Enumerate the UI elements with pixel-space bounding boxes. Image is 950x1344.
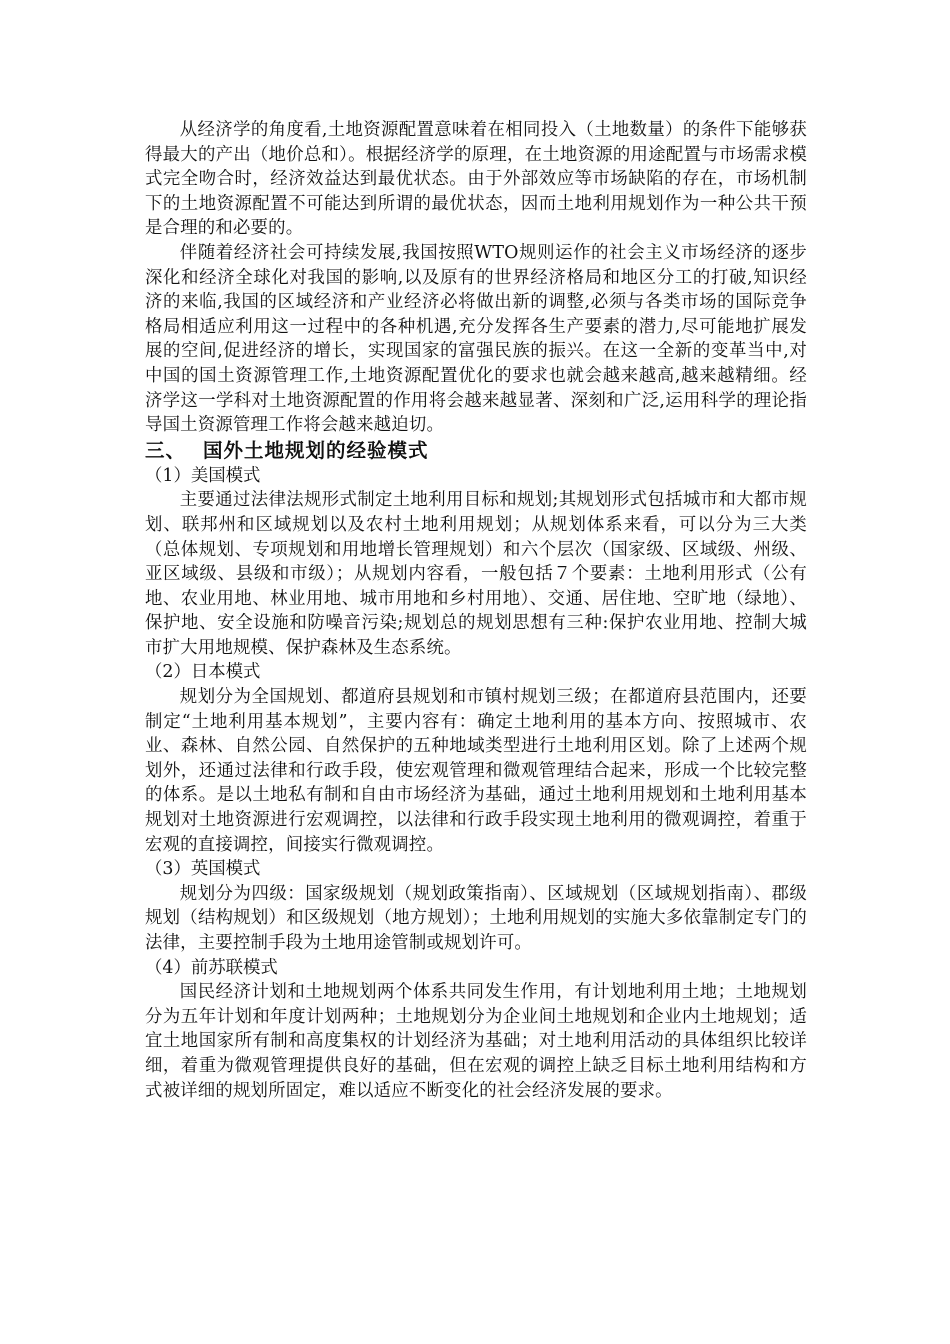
document-page [145, 118, 807, 1103]
model-label-uk: （3）英国模式 [145, 859, 261, 880]
model-label-japan: （2）日本模式 [145, 662, 261, 683]
model-text-usa: 主要通过法律法规形式制定土地利用目标和规划;其规划形式包括城市和大都市规划、联邦州和区域规划以及农村土地利用规划；从规划体系来看，可以分为三大类（总体规划、专项规划和用地增长管理规划）和六个层次（国家级、区域级、州级、亚区域级、县级和市级）；从规划内容看，一般包括７个要素：土地利用形式（公有地、农业用地、林业用地、城市用地和乡村用地）、交通、居住地、空旷地（绿地）、保护地、安全设施和防噪音污染;规划总的规划思想有三种:保护农业用地、控制大城市扩大用地规模、保护森林及生态系统。 [145, 490, 807, 658]
section-title: 国外土地规划的经验模式 [203, 438, 429, 462]
model-label-ussr: （4）前苏联模式 [145, 957, 278, 978]
model-text-uk: 规划分为四级：国家级规划（规划政策指南）、区域规划（区域规划指南）、郡级规划（结构规划）和区级规划（地方规划）；土地利用规划的实施大多依靠制定专门的法律，主要控制手段为土地用途管制或规划许可。 [145, 883, 807, 953]
model-text-ussr: 国民经济计划和土地规划两个体系共同发生作用，有计划地利用土地；土地规划分为五年计划和年度计划两种；土地规划分为企业间土地规划和企业内土地规划；适宜土地国家所有制和高度集权的计划经济为基础；对土地利用活动的具体组织比较详细，着重为微观管理提供良好的基础，但在宏观的调控上缺乏目标土地利用结构和方式被详细的规划所固定，难以适应不断变化的社会经济发展的要求。 [145, 982, 807, 1101]
model-label-usa: （1）美国模式 [145, 465, 261, 486]
section-number: 三、 [145, 438, 187, 462]
intro-paragraph-2: 伴随着经济社会可持续发展,我国按照WTO规则运作的社会主义市场经济的逐步深化和经济全球化对我国的影响,以及原有的世界经济格局和地区分工的打破,知识经济的来临,我国的区域经济和产业经济必将做出新的调整,必须与各类市场的国际竞争格局相适应利用这一过程中的各种机遇,充分发挥各生产要素的潜力,尽可能地扩展发展的空间,促进经济的增长，实现国家的富强民族的振兴。在这一全新的变革当中,对中国的国土资源管理工作,土地资源配置优化的要求也就会越来越高,越来越精细。经济学这一学科对土地资源配置的作用将会越来越显著、深刻和广泛,运用科学的理论指导国土资源管理工作将会越来越迫切。 [145, 242, 807, 436]
section-heading [145, 438, 807, 464]
model-text-japan: 规划分为全国规划、都道府县规划和市镇村规划三级；在都道府县范围内，还要制定“土地利用基本规划”，主要内容有：确定土地利用的基本方向、按照城市、农业、森林、自然公园、自然保护的五种地域类型进行土地利用区划。除了上述两个规划外，还通过法律和行政手段，使宏观管理和微观管理结合起来，形成一个比较完整的体系。是以土地私有制和自由市场经济为基础，通过土地利用规划和土地利用基本规划对土地资源进行宏观调控，以法律和行政手段实现土地利用的微观调控，着重于宏观的直接调控，间接实行微观调控。 [145, 687, 807, 855]
intro-paragraph-1: 从经济学的角度看,土地资源配置意味着在相同投入（土地数量）的条件下能够获得最大的产出（地价总和）。根据经济学的原理，在土地资源的用途配置与市场需求模式完全吻合时，经济效益达到最优状态。由于外部效应等市场缺陷的存在，市场机制下的土地资源配置不可能达到所谓的最优状态，因而土地利用规划作为一种公共干预是合理的和必要的。 [145, 120, 807, 239]
